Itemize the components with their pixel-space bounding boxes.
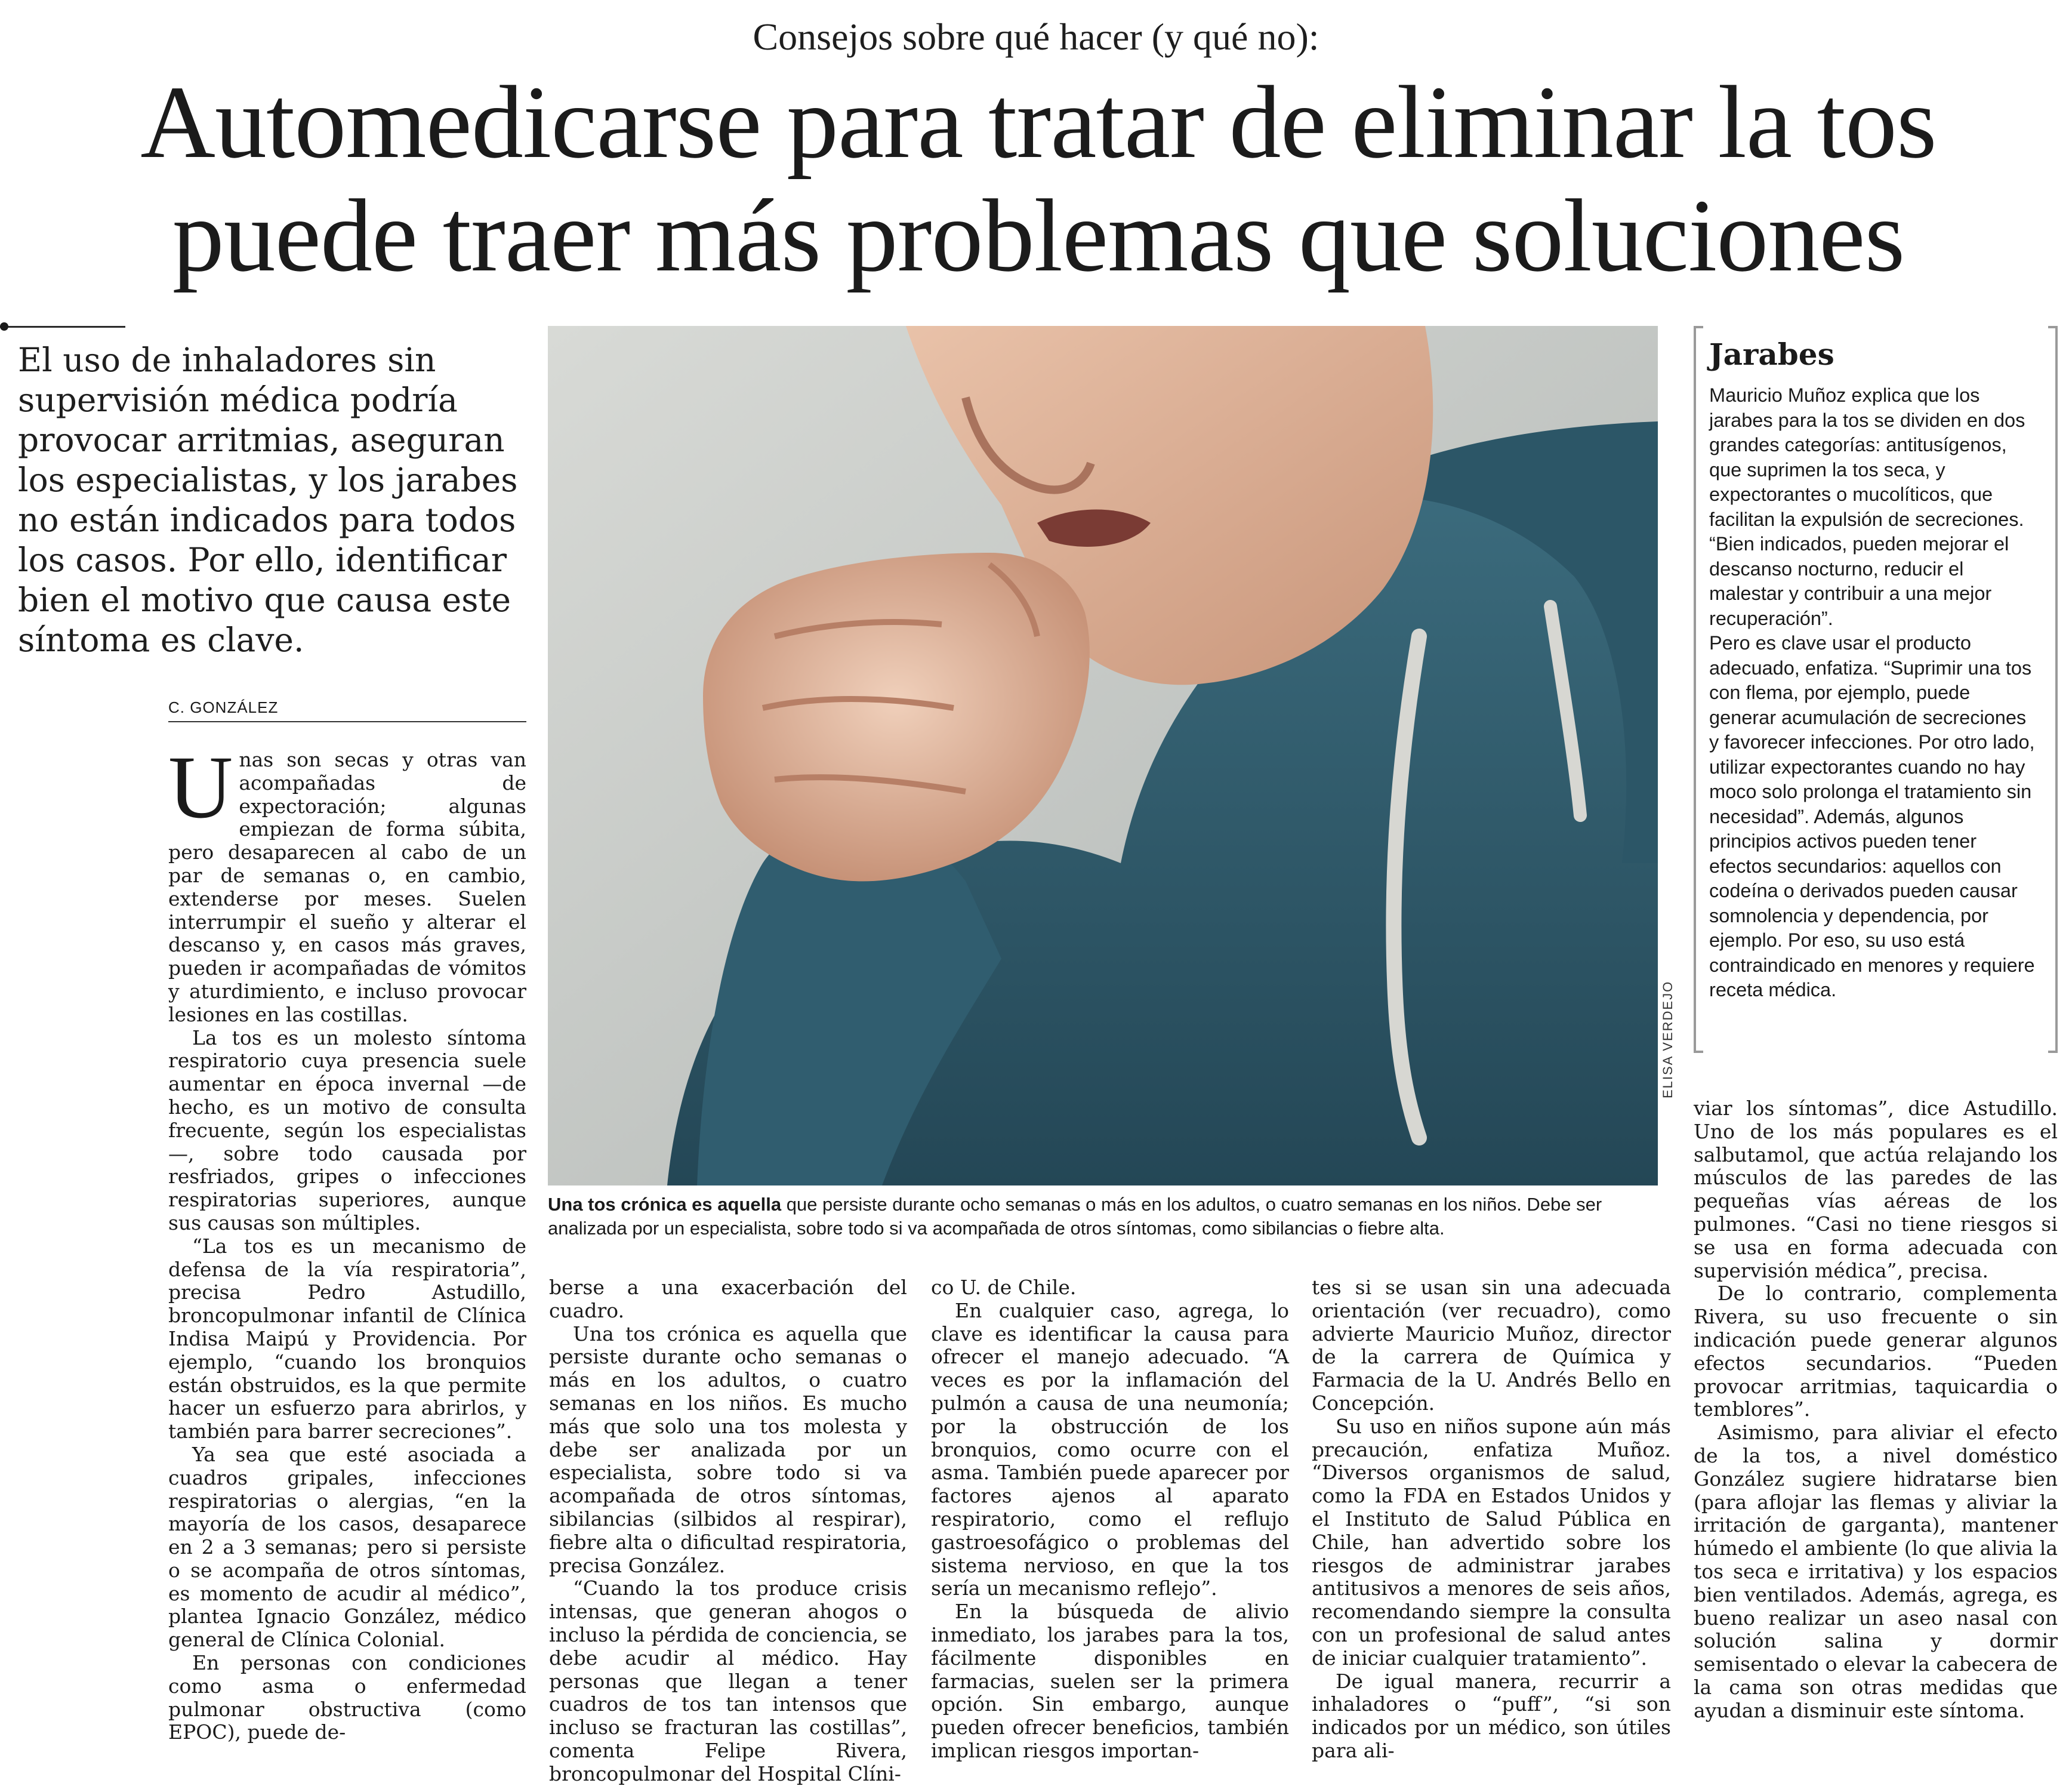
body-column-1: [168, 738, 526, 1744]
deck: El uso de inhaladores sin supervisión médica podría provocar arritmias, aseguran los especialistas, y los jarabes no están indicados para todos los casos. Por ello, identificar bien el motivo que causa este síntoma es clave.: [18, 341, 518, 659]
body-paragraph: “La tos es un mecanismo de defensa de la vía respiratoria”, precisa Pedro Astudillo, broncopulmonar infantil de Clínica Indisa Maipú y Providencia. Por ejemplo, “cuando los bronquios están obstruidos, es la que permite hacer un esfuerzo para abrirlos, y también para barrer secreciones”.: [168, 1234, 526, 1443]
body-paragraph: De igual manera, recurrir a inhaladores o “puff”, “si son indicados por un médico, son útiles para ali-: [1312, 1669, 1671, 1762]
body-column-3: [931, 1276, 1289, 1763]
headline-line-2: puede traer más problemas que soluciones: [172, 178, 1905, 293]
sidebar-paragraph: Pero es clave usar el producto adecuado, enfatiza. “Suprimir una tos con flema, por ejemplo, puede generar acumulación de secreciones y favorecer infecciones. Por otro lado, utilizar expectorantes cuando no hay moco solo prolonga el tratamiento sin necesidad”. Además, algunos principios activos pueden tener efectos secundarios: aquellos con codeína o derivados pueden causar somnolencia y dependencia, por ejemplo. Por eso, su uso está contraindicado en menores y requiere receta médica.: [1709, 632, 2035, 1000]
bullet-dot-icon: [0, 322, 8, 331]
byline: C. GONZÁLEZ: [168, 698, 279, 716]
body-paragraph: co U. de Chile.: [931, 1276, 1077, 1299]
body-column-2: [549, 1276, 907, 1786]
kicker: Consejos sobre qué hacer (y qué no):: [753, 16, 1319, 58]
body-paragraph: En la búsqueda de alivio inmediato, los jarabes para la tos, fácilmente disponibles en farmacias, suelen ser la primera opción. Sin embargo, aunque pueden ofrecer beneficios, también implican riesgos importan-: [931, 1600, 1289, 1762]
body-paragraph: En personas con condiciones como asma o enfermedad pulmonar obstructiva (como EPOC), puede de-: [168, 1651, 526, 1744]
body-paragraph: En cualquier caso, agrega, lo clave es identificar la causa para ofrecer el manejo adecuado. “A veces es por la inflamación del pulmón a causa de una neumonía; por la obstrucción de los bronquios, como ocurre con el asma. También puede aparecer por factores ajenos al aparato respiratorio, como el reflujo gastroesofágico o problemas del sistema nervioso, en que la tos sería un mecanismo reflejo”.: [931, 1298, 1289, 1600]
body-paragraph: tes si se usan sin una adecuada orientación (ver recuadro), como advierte Mauricio Muñoz, director de la carrera de Química y Farmacia de la U. Andrés Bello en Concepción.: [1312, 1276, 1671, 1415]
byline-rule: [168, 721, 526, 722]
photo-coughing-man: [548, 326, 1658, 1185]
sidebar-jarabes: [1694, 326, 2058, 1053]
headline: [24, 66, 2053, 292]
body-paragraph: Ya sea que esté asociada a cuadros gripales, infecciones respiratorias o alergias, “en la mayoría de los casos, desaparece en 2 a 3 semanas; pero si persiste o se acompaña de otros síntomas, es momento de acudir al médico”, plantea Ignacio González, médico general de Clínica Colonial.: [168, 1442, 526, 1652]
body-paragraph: berse a una exacerbación del cuadro.: [549, 1276, 907, 1322]
photo-caption: [548, 1193, 1658, 1240]
headline-line-1: Automedicarse para tratar de eliminar la tos: [140, 64, 1937, 180]
sidebar-bracket-right: [2048, 326, 2058, 1053]
body-paragraph: De lo contrario, complementa Rivera, su uso frecuente o sin indicación puede generar algunos efectos secundarios. “Pueden provocar arritmias, taquicardia o temblores”.: [1694, 1282, 2058, 1421]
body-paragraph: Asimismo, para aliviar el efecto de la tos, a nivel doméstico González sugiere hidratarse bien (para aflojar las flemas y aliviar la irritación de garganta), mantener húmedo el ambiente (lo que alivia la tos seca e irritativa) y los espacios bien ventilados. Además, agrega, es bueno realizar un aseo nasal con solución salina y dormir semisentado o elevar la cabecera de la cama son otras medidas que ayudan a disminuir este síntoma.: [1694, 1421, 2058, 1722]
body-paragraph: Una tos crónica es aquella que persiste durante ocho semanas o más en los adultos, o cuatro semanas en los niños. Es mucho más que solo una tos molesta y debe ser analizada por un especialista, sobre todo si va acompañada de otros síntomas, sibilancias (silbidos al respirar), fiebre alta o dificultad respiratoria, precisa González.: [549, 1322, 907, 1577]
dropcap: U: [168, 738, 233, 837]
body-paragraph: viar los síntomas”, dice Astudillo. Uno de los más populares es el salbutamol, que actúa relajando los músculos de las paredes de las pequeñas vías aéreas de los pulmones. “Casi no tiene riesgos si se usa en forma adecuada con supervisión médica”, precisa.: [1694, 1097, 2058, 1282]
body-paragraph: Su uso en niños supone aún más precaución, enfatiza Muñoz. “Diversos organismos de salud, como la FDA en Estados Unidos y el Instituto de Salud Pública en Chile, han advertido sobre los riesgos de administrar jarabes antitusivos a menores de seis años, recomendando siempre la consulta con un profesional de salud antes de iniciar cualquier tratamiento”.: [1312, 1414, 1671, 1670]
sidebar-body: [1709, 383, 2036, 1003]
sidebar-title: Jarabes: [1709, 337, 1834, 372]
body-paragraph: “Cuando la tos produce crisis intensas, que generan ahogos o incluso la pérdida de conciencia, se debe acudir al médico. Hay personas que llegan a tener cuadros de tos tan intensos que incluso se fracturan las costillas”, comenta Felipe Rivera, broncopulmonar del Hospital Clíni-: [549, 1576, 907, 1785]
caption-lead: Una tos crónica es aquella: [548, 1194, 782, 1215]
caption-text: que persiste durante ocho semanas o más en los adultos, o cuatro semanas en los niños. Debe ser analizada por un especialista, sobre todo si va acompañada de otros síntomas, como sibilancias o fiebre alta.: [548, 1194, 1602, 1239]
body-paragraph: Unas son secas y otras van acompañadas de expectoración; algunas empiezan de forma súbita, pero desaparecen al cabo de un par de semanas o, en cambio, extenderse por meses. Suelen interrumpir el sueño y alterar el descanso y, en casos más graves, pueden ir acompañadas de vómitos y aturdimiento, e incluso provocar lesiones en las costillas.: [168, 738, 526, 1026]
photo-credit: ELISA VERDEJO: [1660, 980, 1675, 1098]
body-column-5: [1694, 1097, 2058, 1723]
deck-rule: [0, 326, 125, 328]
body-paragraph: La tos es un molesto síntoma respiratorio cuya presencia suele aumentar en época invernal —de hecho, es un motivo de consulta frecuente, según los especialistas—, sobre todo causada por resfriados, gripes o infecciones respiratorias superiores, aunque sus causas son múltiples.: [168, 1026, 526, 1234]
sidebar-paragraph: Mauricio Muñoz explica que los jarabes para la tos se dividen en dos grandes categorías: antitusígenos, que suprimen la tos seca, y expectorantes o mucolíticos, que facilitan la expulsión de secreciones. “Bien indicados, pueden mejorar el descanso nocturno, reducir el malestar y contribuir a una mejor recuperación”.: [1709, 384, 2025, 629]
body-column-4: [1312, 1276, 1671, 1763]
sidebar-bracket-left: [1694, 326, 1703, 1053]
photo-illustration: [548, 326, 1658, 1185]
